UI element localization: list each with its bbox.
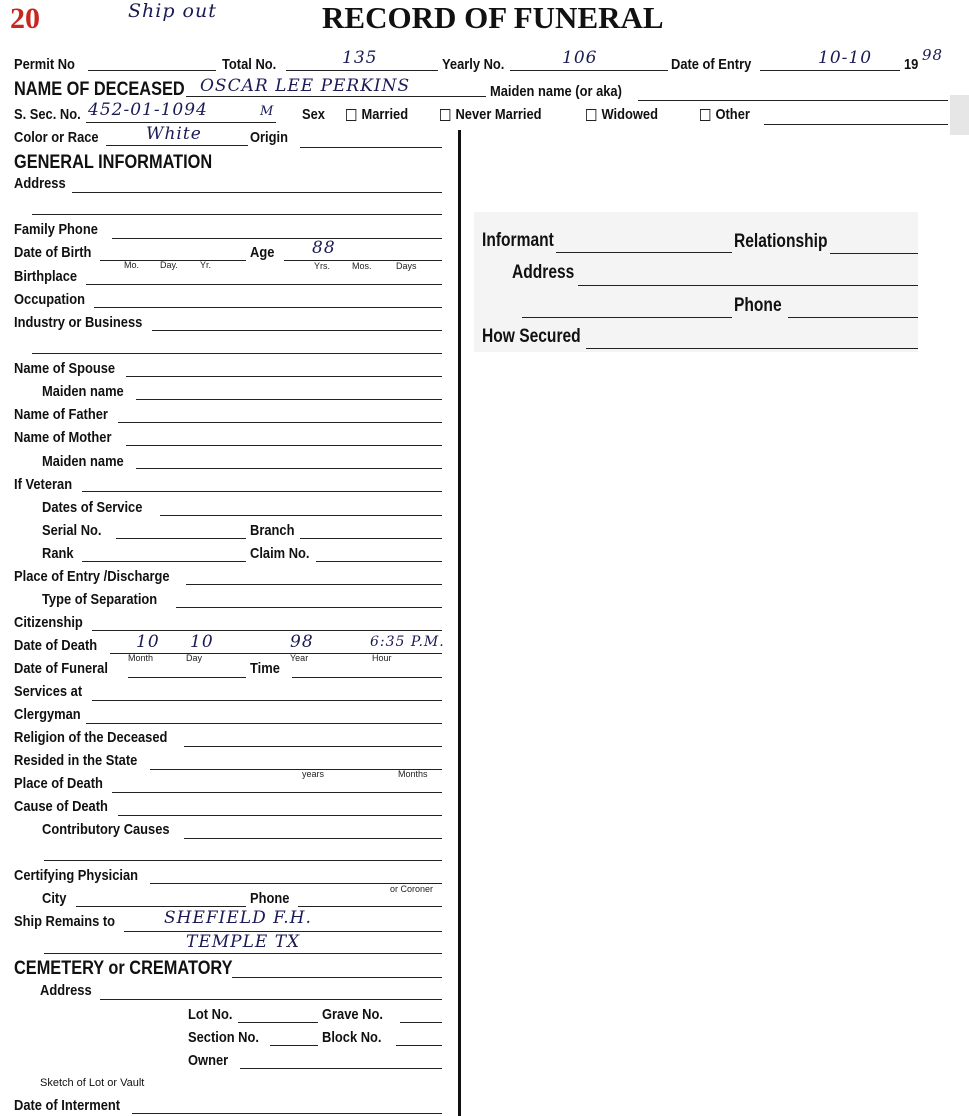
- entry-discharge-label: Place of Entry /Discharge: [14, 568, 170, 585]
- informant-phone-label: Phone: [734, 295, 782, 316]
- year-value: 98: [922, 46, 944, 64]
- physician-phone-label: Phone: [250, 890, 290, 907]
- dob-mo: Mo.: [124, 260, 140, 270]
- entry-label: Date of Entry: [671, 56, 752, 73]
- block-label: Block No.: [322, 1029, 382, 1046]
- handwritten-note: Ship out: [128, 0, 217, 22]
- resided-label: Resided in the State: [14, 752, 138, 769]
- cemetery-field[interactable]: [232, 977, 442, 978]
- serial-label: Serial No.: [42, 522, 102, 539]
- ship-label: Ship Remains to: [14, 913, 116, 930]
- age-label: Age: [250, 244, 275, 261]
- resided-months: Months: [398, 769, 428, 779]
- yearly-label: Yearly No.: [442, 56, 505, 73]
- branch-label: Branch: [250, 522, 295, 539]
- general-info-heading: GENERAL INFORMATION: [14, 152, 213, 173]
- citizenship-label: Citizenship: [14, 614, 83, 631]
- address-field[interactable]: [72, 192, 442, 193]
- grave-field[interactable]: [400, 1022, 442, 1023]
- mother-maiden-label: Maiden name: [42, 453, 124, 470]
- rank-label: Rank: [42, 545, 74, 562]
- coroner-label: or Coroner: [390, 884, 434, 894]
- place-death-field[interactable]: [112, 792, 442, 793]
- time-label: Time: [250, 660, 280, 677]
- services-field[interactable]: [92, 700, 442, 701]
- other-option[interactable]: Other: [700, 106, 750, 123]
- cemetery-address-label: Address: [40, 982, 92, 999]
- dod-day-lbl: Day: [186, 653, 203, 663]
- birthplace-label: Birthplace: [14, 268, 78, 285]
- dod-hour: 6:35 P.M.: [370, 634, 445, 650]
- clergyman-field[interactable]: [86, 723, 442, 724]
- rank-field[interactable]: [82, 561, 246, 562]
- claim-field[interactable]: [316, 561, 442, 562]
- other-checkbox[interactable]: [700, 109, 710, 121]
- total-field[interactable]: [286, 70, 438, 71]
- separation-label: Type of Separation: [42, 591, 158, 608]
- mother-label: Name of Mother: [14, 429, 112, 446]
- funeral-date-field[interactable]: [128, 677, 246, 678]
- cemetery-address-field[interactable]: [100, 999, 442, 1000]
- religion-label: Religion of the Deceased: [14, 729, 168, 746]
- year-prefix: 19: [904, 56, 919, 73]
- birthplace-field[interactable]: [86, 284, 442, 285]
- industry-field[interactable]: [152, 330, 442, 331]
- service-dates-field[interactable]: [160, 515, 442, 516]
- veteran-label: If Veteran: [14, 476, 73, 493]
- relationship-label: Relationship: [734, 231, 828, 252]
- mother-maiden-field[interactable]: [136, 468, 442, 469]
- maiden-aka-field[interactable]: [638, 100, 948, 101]
- industry-field-2[interactable]: [32, 353, 442, 354]
- page-number: 20: [10, 2, 40, 35]
- claim-label: Claim No.: [250, 545, 310, 562]
- family-phone-label: Family Phone: [14, 221, 98, 238]
- time-field[interactable]: [292, 677, 442, 678]
- informant-label: Informant: [482, 230, 554, 251]
- ssn-label: S. Sec. No.: [14, 106, 81, 123]
- sex-value: M: [260, 104, 275, 119]
- serial-field[interactable]: [116, 538, 246, 539]
- relationship-field[interactable]: [830, 253, 918, 254]
- lot-field[interactable]: [238, 1022, 318, 1023]
- spouse-label: Name of Spouse: [14, 360, 116, 377]
- age-value: 88: [312, 238, 336, 258]
- owner-label: Owner: [188, 1052, 229, 1069]
- age-yrs: Yrs.: [314, 261, 331, 271]
- yearly-value: 106: [562, 48, 598, 68]
- widowed-option[interactable]: Widowed: [586, 106, 658, 123]
- spouse-maiden-field[interactable]: [136, 399, 442, 400]
- dod-label: Date of Death: [14, 637, 98, 654]
- informant-field[interactable]: [556, 252, 732, 253]
- never-married-checkbox[interactable]: [440, 109, 450, 121]
- lot-label: Lot No.: [188, 1006, 233, 1023]
- age-days: Days: [396, 261, 417, 271]
- industry-label: Industry or Business: [14, 314, 143, 331]
- address-field-2[interactable]: [32, 214, 442, 215]
- religion-field[interactable]: [184, 746, 442, 747]
- page-title: RECORD OF FUNERAL: [322, 0, 664, 35]
- section-field[interactable]: [270, 1045, 318, 1046]
- veteran-field[interactable]: [82, 491, 442, 492]
- informant-address-label: Address: [512, 262, 575, 283]
- city-field[interactable]: [76, 906, 246, 907]
- race-value: White: [146, 124, 202, 144]
- block-field[interactable]: [396, 1045, 442, 1046]
- informant-address-field[interactable]: [578, 285, 918, 286]
- total-value: 135: [342, 48, 378, 68]
- services-label: Services at: [14, 683, 83, 700]
- funeral-date-label: Date of Funeral: [14, 660, 108, 677]
- entry-field[interactable]: [760, 70, 900, 71]
- physician-phone-field[interactable]: [298, 906, 442, 907]
- permit-label: Permit No: [14, 56, 75, 73]
- branch-field[interactable]: [300, 538, 442, 539]
- deceased-name-field[interactable]: [186, 96, 486, 97]
- dod-month: 10: [136, 632, 160, 652]
- never-married-option[interactable]: Never Married: [440, 106, 542, 123]
- dod-hour-lbl: Hour: [372, 653, 392, 663]
- race-field[interactable]: [106, 145, 248, 146]
- physician-label: Certifying Physician: [14, 867, 139, 884]
- dob-day: Day.: [160, 260, 178, 270]
- dod-day: 10: [190, 632, 214, 652]
- informant-address-field-2[interactable]: [522, 317, 732, 318]
- deceased-name-label: NAME OF DECEASED: [14, 79, 185, 100]
- ship-field-2[interactable]: [44, 953, 442, 954]
- dob-yr: Yr.: [200, 260, 212, 270]
- sex-label: Sex: [302, 106, 325, 123]
- how-secured-label: How Secured: [482, 326, 581, 347]
- column-divider: [458, 130, 461, 1116]
- dod-year: 98: [290, 632, 314, 652]
- contributory-field-2[interactable]: [44, 860, 442, 861]
- sketch-label: Sketch of Lot or Vault: [40, 1077, 145, 1089]
- place-death-label: Place of Death: [14, 775, 103, 792]
- cause-field[interactable]: [118, 815, 442, 816]
- clergyman-label: Clergyman: [14, 706, 81, 723]
- grave-label: Grave No.: [322, 1006, 383, 1023]
- scan-shadow: [950, 95, 969, 135]
- widowed-checkbox[interactable]: [586, 109, 596, 121]
- cemetery-heading: CEMETERY or CREMATORY: [14, 958, 233, 979]
- occupation-field[interactable]: [94, 307, 442, 308]
- origin-field[interactable]: [300, 147, 442, 148]
- entry-discharge-field[interactable]: [186, 584, 442, 585]
- deceased-name-value: OSCAR LEE PERKINS: [200, 76, 411, 96]
- age-mos: Mos.: [352, 261, 372, 271]
- city-label: City: [42, 890, 67, 907]
- cause-label: Cause of Death: [14, 798, 108, 815]
- informant-phone-field[interactable]: [788, 317, 918, 318]
- race-label: Color or Race: [14, 129, 99, 146]
- married-option[interactable]: Married: [346, 106, 408, 123]
- married-checkbox[interactable]: [346, 109, 356, 121]
- occupation-label: Occupation: [14, 291, 85, 308]
- ssn-field[interactable]: [86, 122, 276, 123]
- father-field[interactable]: [118, 422, 442, 423]
- yearly-field[interactable]: [510, 70, 668, 71]
- how-secured-field[interactable]: [586, 348, 918, 349]
- interment-field[interactable]: [132, 1113, 442, 1114]
- dob-label: Date of Birth: [14, 244, 92, 261]
- other-field[interactable]: [764, 124, 948, 125]
- family-phone-field[interactable]: [112, 238, 442, 239]
- ssn-value: 452-01-1094: [88, 100, 208, 120]
- owner-field[interactable]: [240, 1068, 442, 1069]
- separation-field[interactable]: [176, 607, 442, 608]
- service-dates-label: Dates of Service: [42, 499, 143, 516]
- section-label: Section No.: [188, 1029, 259, 1046]
- maiden-aka-label: Maiden name (or aka): [490, 83, 622, 100]
- contributory-field[interactable]: [184, 838, 442, 839]
- dod-month-lbl: Month: [128, 653, 154, 663]
- dod-field[interactable]: [110, 653, 442, 654]
- ship-value-2: TEMPLE TX: [186, 932, 301, 952]
- origin-label: Origin: [250, 129, 288, 146]
- interment-label: Date of Interment: [14, 1097, 121, 1114]
- mother-field[interactable]: [126, 445, 442, 446]
- spouse-maiden-label: Maiden name: [42, 383, 124, 400]
- ship-value-1: SHEFIELD F.H.: [164, 908, 312, 928]
- permit-field[interactable]: [88, 70, 216, 71]
- resided-years: years: [302, 769, 325, 779]
- total-label: Total No.: [222, 56, 277, 73]
- dod-year-lbl: Year: [290, 653, 309, 663]
- citizenship-field[interactable]: [92, 630, 442, 631]
- contributory-label: Contributory Causes: [42, 821, 170, 838]
- entry-value: 10-10: [818, 48, 873, 68]
- address-label: Address: [14, 175, 66, 192]
- spouse-field[interactable]: [126, 376, 442, 377]
- father-label: Name of Father: [14, 406, 108, 423]
